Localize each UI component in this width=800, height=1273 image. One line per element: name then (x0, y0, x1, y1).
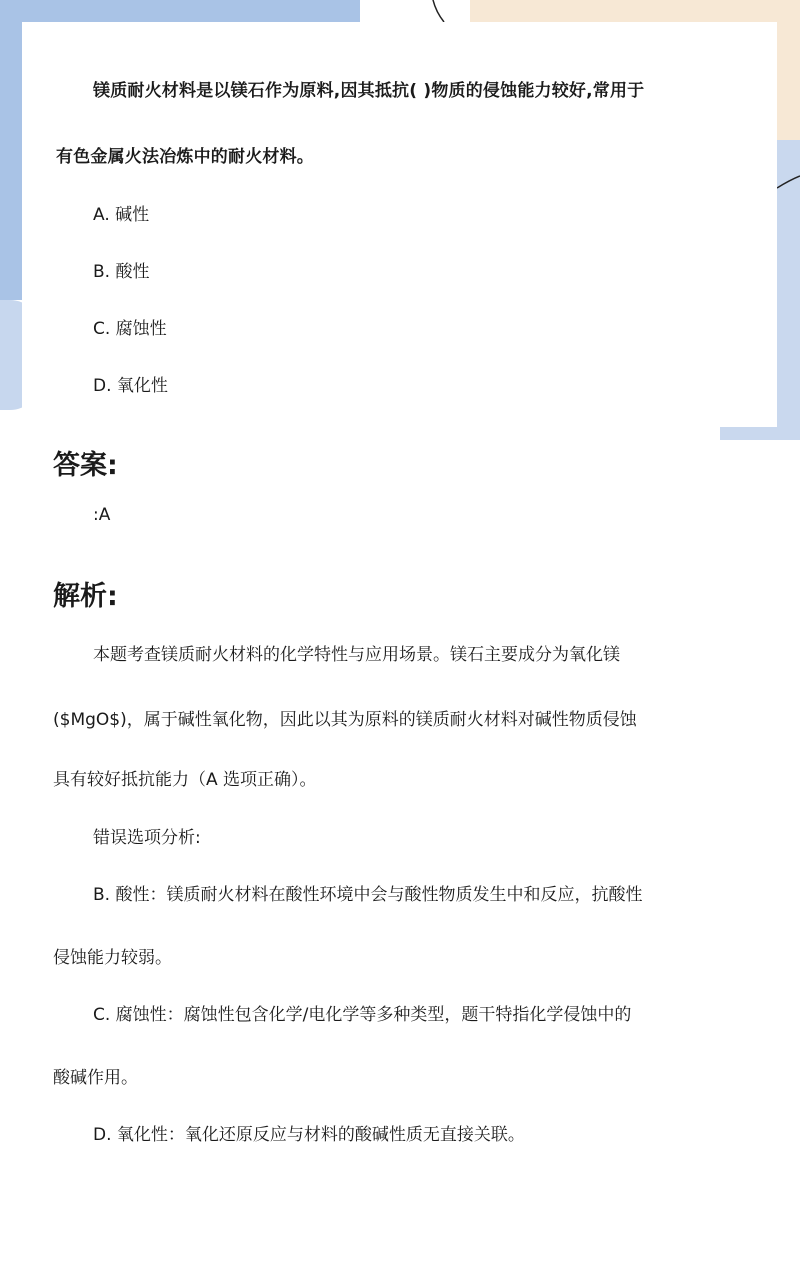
option-a: A. 碱性 (93, 205, 150, 225)
option-d: D. 氧化性 (93, 376, 168, 396)
analysis-line: 错误选项分析: (93, 828, 201, 848)
analysis-line: ($MgO$)，属于碱性氧化物，因此以其为原料的镁质耐火材料对碱性物质侵蚀 (53, 710, 637, 730)
analysis-line: 本题考查镁质耐火材料的化学特性与应用场景。镁石主要成分为氧化镁 (93, 645, 620, 665)
analysis-heading: 解析: (53, 581, 118, 612)
answer-value: :A (93, 505, 111, 525)
analysis-line: 侵蚀能力较弱。 (53, 948, 172, 968)
question-text-line-2: 有色金属火法冶炼中的耐火材料。 (56, 147, 314, 167)
option-b: B. 酸性 (93, 262, 150, 282)
analysis-line: B. 酸性：镁质耐火材料在酸性环境中会与酸性物质发生中和反应，抗酸性 (93, 885, 643, 905)
question-text-line-1: 镁质耐火材料是以镁石作为原料,因其抵抗( )物质的侵蚀能力较好,常用于 (93, 81, 645, 101)
analysis-line: 酸碱作用。 (53, 1068, 138, 1088)
analysis-line: D. 氧化性：氧化还原反应与材料的酸碱性质无直接关联。 (93, 1125, 525, 1145)
option-c: C. 腐蚀性 (93, 319, 167, 339)
analysis-line: C. 腐蚀性：腐蚀性包含化学/电化学等多种类型，题干特指化学侵蚀中的 (93, 1005, 632, 1025)
answer-heading: 答案: (53, 450, 118, 481)
analysis-line: 具有较好抵抗能力（A 选项正确）。 (53, 770, 317, 790)
